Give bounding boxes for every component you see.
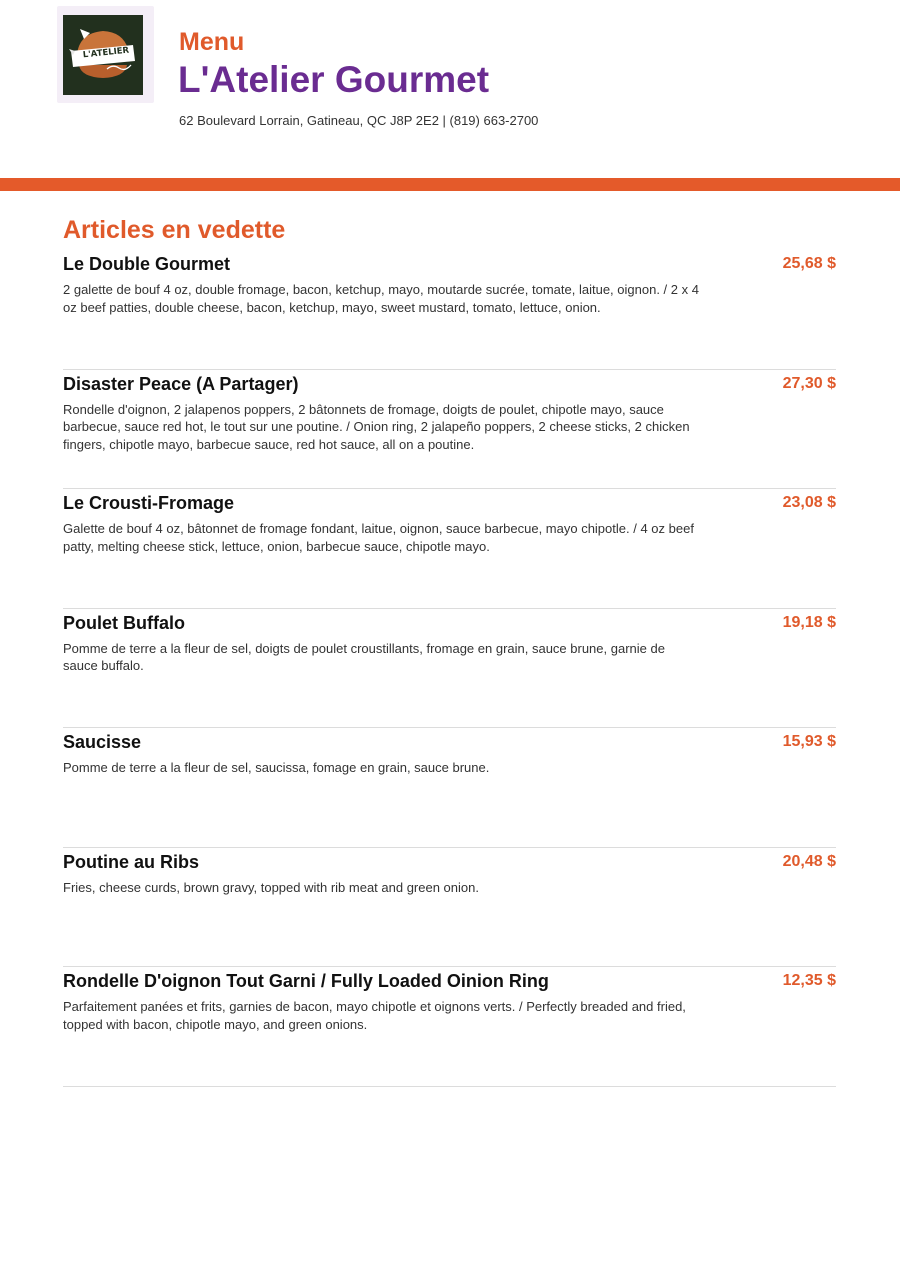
item-price: 25,68 $ (782, 255, 836, 272)
header-divider-bar (0, 178, 900, 191)
item-description: Galette de bouf 4 oz, bâtonnet de fromage fondant, laitue, oignon, sauce barbecue, mayo chipotle. / 4 oz beef patty, melting cheese stick, lettuce, onion, barbecue sauce, chipotle mayo. (63, 521, 694, 554)
menu-item[interactable] (63, 250, 836, 370)
item-price: 15,93 $ (782, 733, 836, 750)
item-description: Pomme de terre a la fleur de sel, doigts de poulet croustillants, fromage en grain, sauce brune, garnie de sauce buffalo. (63, 640, 665, 673)
item-price: 19,18 $ (782, 613, 836, 631)
restaurant-logo (63, 15, 143, 95)
item-name: Le Double Gourmet (63, 254, 231, 274)
logo-frame (57, 6, 154, 103)
item-name: Le Crousti-Fromage (63, 493, 235, 513)
restaurant-name: L'Atelier Gourmet (178, 59, 490, 100)
item-price: 12,35 $ (782, 972, 836, 989)
item-description: Rondelle d'oignon, 2 jalapenos poppers, 2 bâtonnets de fromage, doigts de poulet, chipotle mayo, sauce barbecue, sauce red hot, le tout sur une poutine. / Onion ring, 2 jalapeño poppers, 2 cheese sticks, 2 chicken fingers, chipotle mayo, barbecue sauce, red hot sauce, all on a poutine. (63, 401, 690, 452)
item-description: Fries, cheese curds, brown gravy, topped with rib meat and green onion. (63, 879, 479, 895)
item-name: Poutine au Ribs (63, 851, 200, 872)
item-description: Parfaitement panées et frits, garnies de bacon, mayo chipotle et oignons verts. / Perfectly breaded and fried, topped with bacon, chipotle mayo, and green onions. (63, 999, 686, 1032)
item-name: Rondelle D'oignon Tout Garni / Fully Loaded Oinion Ring (63, 971, 549, 991)
menu-item[interactable] (63, 848, 836, 968)
logo-wordmark: L'ATELIER (82, 45, 130, 61)
item-price: 20,48 $ (782, 852, 836, 870)
item-name: Disaster Peace (A Partager) (63, 373, 299, 394)
menu-item-list (63, 250, 836, 1087)
menu-item[interactable] (63, 967, 836, 1087)
menu-item[interactable] (63, 609, 836, 729)
menu-item[interactable] (63, 728, 836, 848)
page-header (0, 0, 900, 178)
item-price: 23,08 $ (782, 494, 836, 511)
item-name: Saucisse (63, 732, 142, 752)
item-description: 2 galette de bouf 4 oz, double fromage, bacon, ketchup, mayo, moutarde sucrée, tomate, laitue, oignon. / 2 x 4 oz beef patties, double cheese, bacon, ketchup, mayo, sweet mustard, tomato, lettuce, onion. (63, 282, 699, 315)
item-name: Poulet Buffalo (63, 612, 185, 633)
menu-item[interactable] (63, 370, 836, 490)
item-description: Pomme de terre a la fleur de sel, saucissa, fomage en grain, sauce brune. (63, 760, 490, 775)
menu-item[interactable] (63, 489, 836, 609)
menu-label: Menu (179, 28, 245, 56)
section-title: Articles en vedette (63, 216, 286, 244)
restaurant-address: 62 Boulevard Lorrain, Gatineau, QC J8P 2E2 | (819) 663-2700 (179, 113, 539, 128)
item-price: 27,30 $ (782, 374, 836, 392)
